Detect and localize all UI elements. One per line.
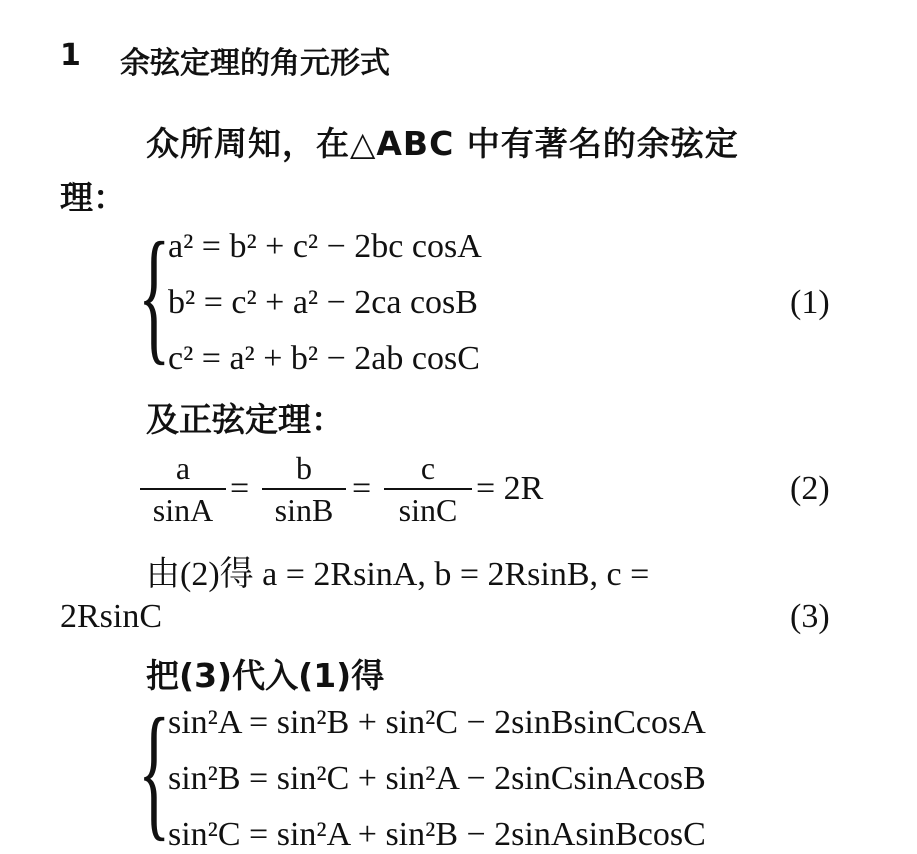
equals-sign: = [230, 470, 250, 507]
cosine-law-eq-a: a² = b² + c² − 2bc cosA [168, 228, 482, 265]
fraction-denominator: sinB [274, 492, 334, 528]
fraction-bar [140, 488, 226, 490]
fraction-numerator: a [175, 450, 191, 486]
section-number: 1 [60, 38, 81, 73]
fraction-b-sinB [262, 450, 346, 528]
intro-line-2: 理： [60, 178, 126, 217]
derivation-line-1: 由(2)得 a = 2RsinA, b = 2RsinB, c = [146, 556, 650, 593]
fraction-numerator: c [420, 450, 436, 486]
sine-law-result: = 2R [476, 470, 544, 507]
intro-line-1: 众所周知，在△ABC 中有著名的余弦定 [146, 124, 739, 163]
fraction-c-sinC [384, 450, 472, 528]
cosine-law-eq-c: c² = a² + b² − 2ab cosC [168, 340, 480, 377]
left-brace: { [138, 212, 171, 378]
fraction-bar [384, 488, 472, 490]
left-brace: { [138, 688, 171, 854]
derivation-line-2: 2RsinC [60, 598, 163, 635]
fraction-bar [262, 488, 346, 490]
equation-number-2: (2) [790, 470, 830, 507]
sine-square-eq-b: sin²B = sin²C + sin²A − 2sinCsinAcosB [168, 760, 706, 797]
fraction-denominator: sinC [398, 492, 458, 528]
substitution-intro: 把(3)代入(1)得 [146, 656, 385, 695]
sine-square-eq-c: sin²C = sin²A + sin²B − 2sinAsinBcosC [168, 816, 706, 853]
equation-number-3: (3) [790, 598, 830, 635]
section-title: 余弦定理的角元形式 [120, 46, 390, 81]
fraction-denominator: sinA [152, 492, 214, 528]
equation-number-1: (1) [790, 284, 830, 321]
fraction-a-sinA [140, 450, 226, 528]
equals-sign: = [352, 470, 372, 507]
fraction-numerator: b [296, 450, 312, 486]
sine-square-eq-a: sin²A = sin²B + sin²C − 2sinBsinCcosA [168, 704, 706, 741]
sine-law-intro: 及正弦定理： [146, 400, 344, 439]
cosine-law-eq-b: b² = c² + a² − 2ca cosB [168, 284, 478, 321]
